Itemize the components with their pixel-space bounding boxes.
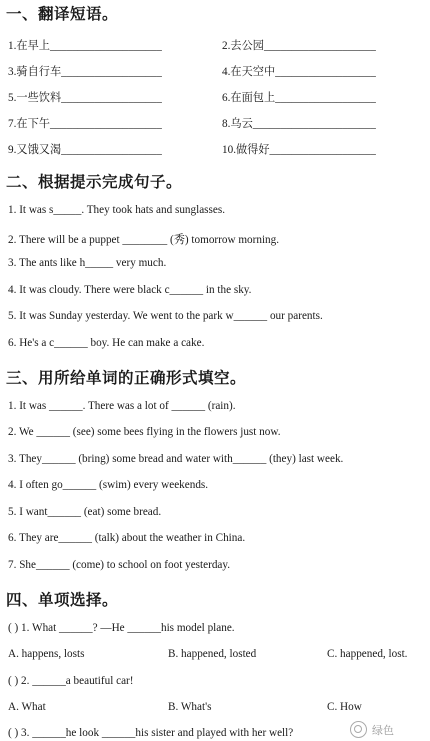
watermark-text: 绿色 <box>372 723 394 737</box>
sentence-item: 2. There will be a puppet ________ (秀) tomorrow morning. <box>8 234 280 246</box>
section-1-heading: 一、翻译短语。 <box>6 5 119 23</box>
fill-blank-item: 2. We ______ (see) some bees flying in the flowers just now. <box>8 426 281 438</box>
phrase-item: 2.去公园____________________ <box>222 40 376 52</box>
sentence-item: 5. It was Sunday yesterday. We went to the park w______ our parents. <box>8 310 323 322</box>
choice-question: ( ) 3. ______he look ______his sister and played with her well? <box>8 727 294 739</box>
phrase-item: 8.乌云______________________ <box>222 118 376 130</box>
wechat-icon <box>350 721 367 738</box>
sentence-item: 1. It was s_____. They took hats and sunglasses. <box>8 204 225 216</box>
phrase-item: 7.在下午____________________ <box>8 118 162 130</box>
phrase-item: 6.在面包上__________________ <box>222 92 376 104</box>
phrase-item: 3.骑自行车__________________ <box>8 66 162 78</box>
fill-blank-item: 4. I often go______ (swim) every weekends. <box>8 479 209 491</box>
choice-option: B. What's <box>168 701 212 713</box>
fill-blank-item: 7. She______ (come) to school on foot yesterday. <box>8 559 231 571</box>
sentence-item: 4. It was cloudy. There were black c______ in the sky. <box>8 284 252 296</box>
choice-option: A. happens, losts <box>8 648 85 660</box>
phrase-item: 9.又饿又渴__________________ <box>8 144 162 156</box>
fill-blank-item: 1. It was ______. There was a lot of ______ (rain). <box>8 400 236 412</box>
section-4-heading: 四、单项选择。 <box>6 591 119 609</box>
choice-question: ( ) 2. ______a beautiful car! <box>8 675 134 687</box>
choice-option: B. happened, losted <box>168 648 257 660</box>
fill-blank-item: 6. They are______ (talk) about the weather in China. <box>8 532 246 544</box>
choice-option: A. What <box>8 701 46 713</box>
choice-option: C. How <box>327 701 362 713</box>
choice-question: ( ) 1. What ______? —He ______his model plane. <box>8 622 235 634</box>
section-2-heading: 二、根据提示完成句子。 <box>6 173 183 191</box>
sentence-item: 3. The ants like h_____ very much. <box>8 257 167 269</box>
fill-blank-item: 3. They______ (bring) some bread and water with______ (they) last week. <box>8 453 344 465</box>
fill-blank-item: 5. I want______ (eat) some bread. <box>8 506 162 518</box>
phrase-item: 4.在天空中__________________ <box>222 66 376 78</box>
watermark <box>350 718 430 741</box>
sentence-item: 6. He's a c______ boy. He can make a cake. <box>8 337 205 349</box>
phrase-item: 1.在早上____________________ <box>8 40 162 52</box>
phrase-item: 5.一些饮料__________________ <box>8 92 162 104</box>
phrase-item: 10.做得好___________________ <box>222 144 376 156</box>
choice-option: C. happened, lost. <box>327 648 408 660</box>
section-3-heading: 三、用所给单词的正确形式填空。 <box>6 369 247 387</box>
